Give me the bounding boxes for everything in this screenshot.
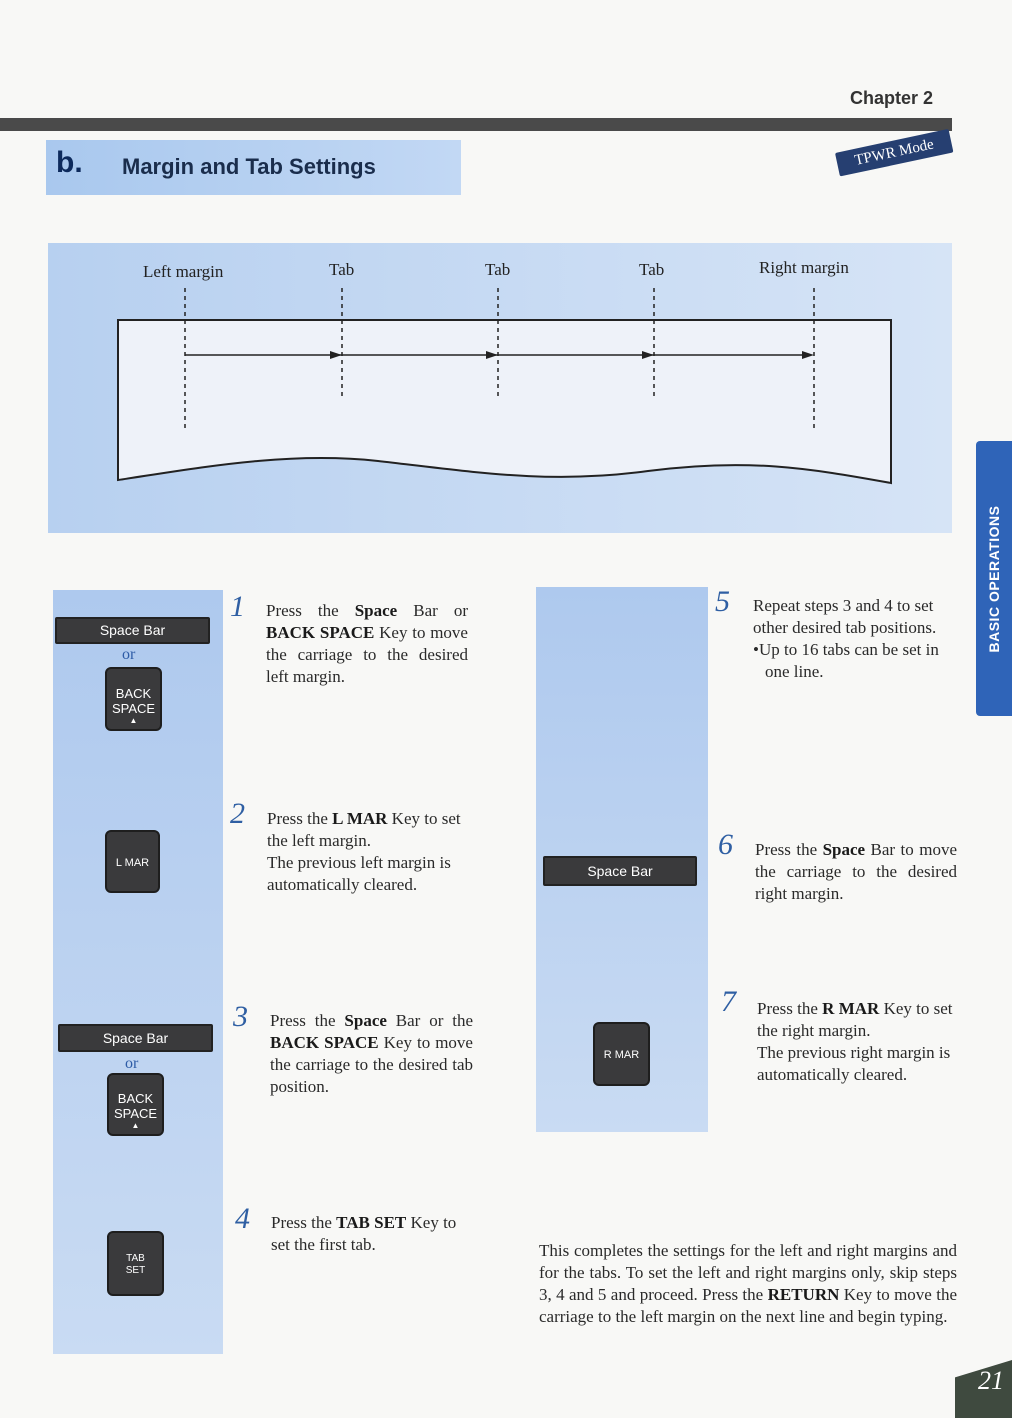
step-3-text-a: Press the <box>270 1011 345 1030</box>
summary-key-return: RETURN <box>767 1285 840 1304</box>
backspace-key-line2: SPACE <box>113 1106 158 1121</box>
paper-diagram <box>48 243 952 533</box>
step-1-key-backspace: BACK SPACE <box>266 623 375 642</box>
step-1-text-c: Bar or <box>397 601 468 620</box>
or-label: or <box>122 646 136 663</box>
backspace-key <box>105 667 162 731</box>
backspace-key-arrow: ▲ <box>131 1121 140 1130</box>
step-number-2: 2 <box>230 797 245 830</box>
section-title: Margin and Tab Settings <box>122 154 376 179</box>
step-number-6: 6 <box>718 828 733 861</box>
or-label: or <box>125 1055 139 1072</box>
summary-text-a: This completes the settings for the left and right margins and for the tabs. To set the left and right margins only, skip steps 3, 4 and 5 and proceed. Press the <box>539 1241 957 1304</box>
step-1-text <box>266 600 468 688</box>
mode-badge: TPWR Mode <box>835 129 953 177</box>
backspace-key-arrow: ▲ <box>129 716 138 725</box>
backspace-key <box>107 1073 164 1136</box>
step-4-key-tabset: TAB SET <box>336 1213 407 1232</box>
step-7-text-c: Key to set the right margin. <box>757 999 953 1040</box>
step-7-text <box>757 998 963 1086</box>
step-number-4: 4 <box>235 1202 250 1235</box>
margin-tab-diagram <box>48 243 952 533</box>
section-letter: b. <box>56 146 83 179</box>
step-number-7: 7 <box>721 985 736 1018</box>
right-margin-label: Right margin <box>759 258 849 277</box>
step-1-text-e: Key to move the carriage to the desired left margin. <box>266 623 468 686</box>
r-mar-key: R MAR <box>593 1022 650 1086</box>
step-3-key-space: Space <box>344 1011 387 1030</box>
step-7-key-rmar: R MAR <box>822 999 880 1018</box>
section-banner <box>46 140 461 195</box>
step-6-text-c: Bar to move the carriage to the desired right margin. <box>755 840 957 903</box>
step-3-text <box>270 1010 473 1098</box>
step-5-text <box>753 595 957 683</box>
header-rule <box>0 118 952 131</box>
chapter-side-tab <box>976 441 1012 716</box>
step-3-text-e: Key to move the carriage to the desired tab position. <box>270 1033 473 1096</box>
paper-sheet <box>118 320 891 483</box>
summary-text-c: Key to move the carriage to the left margin on the next line and begin typing. <box>539 1285 957 1326</box>
step-2-key-lmar: L MAR <box>332 809 388 828</box>
space-bar-key: Space Bar <box>58 1024 213 1052</box>
step-4-text <box>271 1212 475 1256</box>
side-tab-label: BASIC OPERATIONS <box>986 505 1002 653</box>
backspace-key-line1: BACK <box>115 686 152 701</box>
step-4-text-c: Key to set the first tab. <box>271 1213 457 1254</box>
step-2-text-a: Press the <box>267 809 333 828</box>
step-number-5: 5 <box>715 585 730 618</box>
step-3-text-c: Bar or the <box>386 1011 473 1030</box>
step-1-key-space: Space <box>354 601 398 620</box>
step-6-text-a: Press the <box>755 840 823 859</box>
tab1-label: Tab <box>329 260 355 279</box>
space-bar-key: Space Bar <box>55 617 210 644</box>
step-7-text-a: Press the <box>757 999 823 1018</box>
step-6-text <box>755 839 957 905</box>
tab-set-key <box>107 1231 164 1296</box>
step-number-3: 3 <box>233 1000 248 1033</box>
step-2-text-c: Key to set the left margin. <box>267 809 461 850</box>
step-7-text-d: The previous right margin is automatically cleared. <box>757 1043 951 1084</box>
step-3-key-backspace: BACK SPACE <box>270 1033 379 1052</box>
tab3-label: Tab <box>639 260 665 279</box>
l-mar-key: L MAR <box>105 830 160 893</box>
step-2-text <box>267 808 472 896</box>
tab-set-key-line2: SET <box>125 1265 146 1276</box>
left-margin-label: Left margin <box>143 262 224 281</box>
tab2-label: Tab <box>485 260 511 279</box>
page-number: 21 <box>978 1366 1004 1395</box>
backspace-key-line2: SPACE <box>111 701 156 716</box>
step-1-text-a: Press the <box>266 601 355 620</box>
backspace-key-line1: BACK <box>117 1091 154 1106</box>
chapter-label: Chapter 2 <box>850 88 934 108</box>
tab-set-key-line1: TAB <box>126 1253 145 1264</box>
step-5-text-a: Repeat steps 3 and 4 to set other desired tab positions. <box>753 596 937 637</box>
step-number-1: 1 <box>230 590 245 623</box>
summary-paragraph <box>539 1240 957 1328</box>
space-bar-key: Space Bar <box>543 856 697 886</box>
step-2-text-d: The previous left margin is automatically cleared. <box>267 853 451 894</box>
step-4-text-a: Press the <box>271 1213 337 1232</box>
step-5-note: •Up to 16 tabs can be set in one line. <box>753 640 939 681</box>
step-6-key-space: Space <box>822 840 866 859</box>
